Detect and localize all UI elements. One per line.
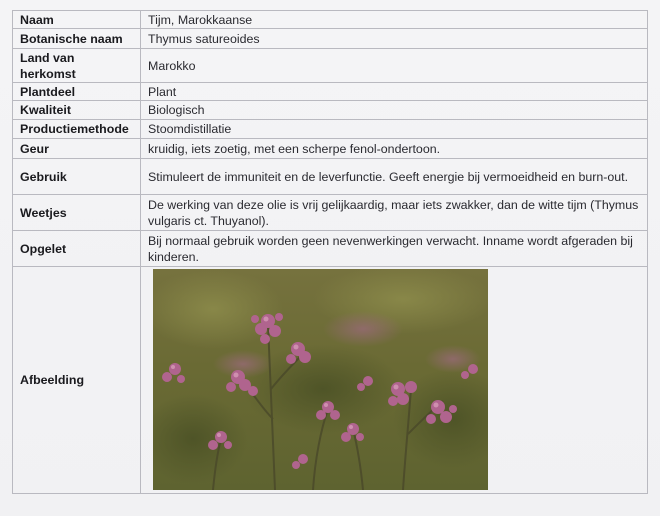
row-label-weetjes: Weetjes (13, 195, 141, 231)
row-label-productiemethode: Productiemethode (13, 120, 141, 139)
row-label-afbeelding: Afbeelding (13, 267, 141, 494)
row-value-land-van-herkomst: Marokko (141, 49, 648, 83)
row-label-geur: Geur (13, 139, 141, 159)
row-label-gebruik: Gebruik (13, 159, 141, 195)
row-value-weetjes: De werking van deze olie is vrij gelijkaardig, maar iets zwakker, dan de witte tijm (Thymus vulgaris ct. Thuyanol). (141, 195, 648, 231)
table-row (13, 195, 648, 231)
row-value-kwaliteit: Biologisch (141, 101, 648, 120)
row-value-gebruik: Stimuleert de immuniteit en de leverfunctie. Geeft energie bij vermoeidheid en burn-out. (141, 159, 648, 195)
table-row (13, 267, 648, 494)
table-row (13, 11, 648, 29)
row-value-naam: Tijm, Marokkaanse (141, 11, 648, 29)
table-row (13, 120, 648, 139)
thyme-photo-illustration (153, 269, 488, 490)
row-value-afbeelding (141, 267, 648, 494)
row-label-opgelet: Opgelet (13, 231, 141, 267)
row-label-botanische-naam: Botanische naam (13, 29, 141, 49)
table-row (13, 139, 648, 159)
row-label-plantdeel: Plantdeel (13, 83, 141, 101)
table-row (13, 29, 648, 49)
row-value-plantdeel: Plant (141, 83, 648, 101)
thyme-plant-photo (153, 269, 488, 490)
table-row (13, 231, 648, 267)
table-row (13, 159, 648, 195)
row-value-opgelet: Bij normaal gebruik worden geen nevenwerkingen verwacht. Inname wordt afgeraden bij kinderen. (141, 231, 648, 267)
table-row (13, 83, 648, 101)
row-label-naam: Naam (13, 11, 141, 29)
table-row (13, 101, 648, 120)
row-label-land-van-herkomst: Land van herkomst (13, 49, 141, 83)
row-value-geur: kruidig, iets zoetig, met een scherpe fenol-ondertoon. (141, 139, 648, 159)
herb-info-table (12, 10, 648, 494)
row-value-botanische-naam: Thymus satureoides (141, 29, 648, 49)
table-row (13, 49, 648, 83)
row-value-productiemethode: Stoomdistillatie (141, 120, 648, 139)
row-label-kwaliteit: Kwaliteit (13, 101, 141, 120)
